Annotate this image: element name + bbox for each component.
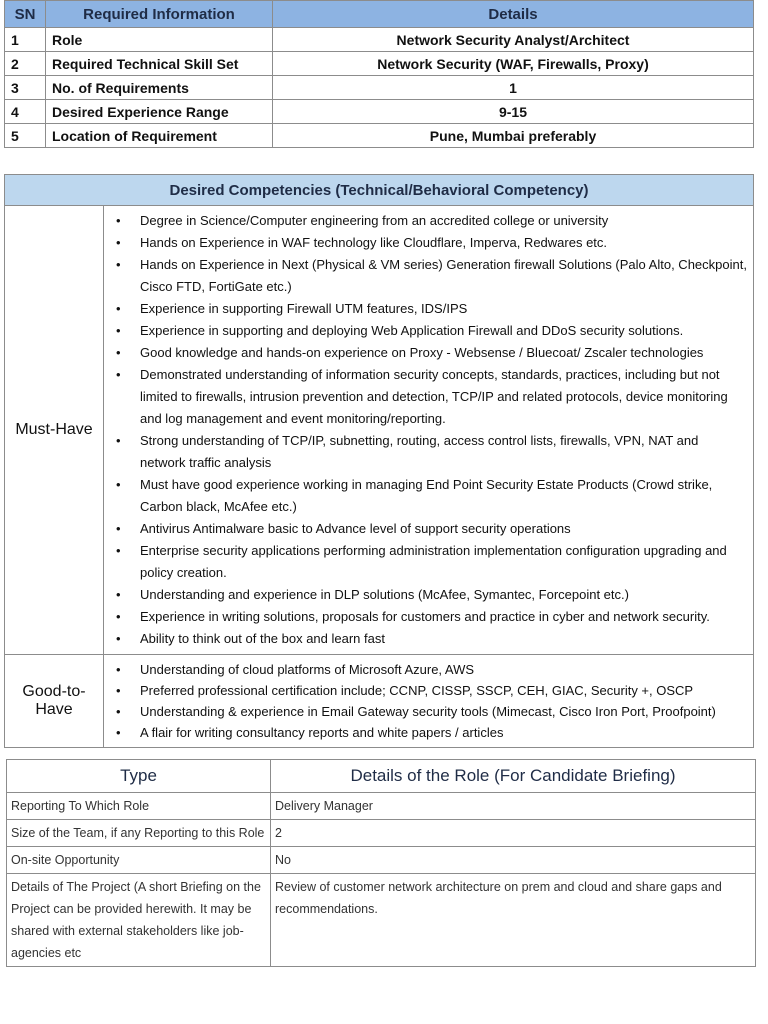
info-cell: Desired Experience Range [46, 100, 273, 124]
details-cell: 2 [271, 820, 756, 847]
list-item: • Must have good experience working in managing End Point Security Estate Products (Crowd strike, Carbon black, McAfee etc.) [140, 474, 747, 518]
list-item: • Understanding & experience in Email Gateway security tools (Mimecast, Cisco Iron Port, Proofpoint) [140, 701, 747, 722]
info-cell: Required Technical Skill Set [46, 52, 273, 76]
type-cell: Size of the Team, if any Reporting to this Role [7, 820, 271, 847]
type-cell: Reporting To Which Role [7, 793, 271, 820]
table-row [5, 76, 754, 100]
header-sn: SN [5, 1, 46, 28]
list-item: • Demonstrated understanding of information security concepts, standards, practices, including but not limited to firewalls, intrusion prevention and detection, TCP/IP and related protocols, device monitoring and log management and event monitoring/reporting. [140, 364, 747, 430]
details-cell: 1 [273, 76, 754, 100]
info-cell: Location of Requirement [46, 124, 273, 148]
table-header-row [7, 760, 756, 793]
sn-cell: 3 [5, 76, 46, 100]
good-to-have-list-cell [104, 655, 754, 748]
details-cell: Review of customer network architecture on prem and cloud and share gaps and recommendations. [271, 874, 756, 967]
sn-cell: 1 [5, 28, 46, 52]
list-item: • Hands on Experience in Next (Physical & VM series) Generation firewall Solutions (Palo Alto, Checkpoint, Cisco FTD, FortiGate etc.) [140, 254, 747, 298]
header-required-information: Required Information [46, 1, 273, 28]
table-row [5, 52, 754, 76]
sn-cell: 4 [5, 100, 46, 124]
details-cell: Network Security Analyst/Architect [273, 28, 754, 52]
list-item: • Hands on Experience in WAF technology like Cloudflare, Imperva, Redwares etc. [140, 232, 747, 254]
list-item: • Experience in supporting and deploying Web Application Firewall and DDoS security solutions. [140, 320, 747, 342]
header-details: Details [273, 1, 754, 28]
header-role-details: Details of the Role (For Candidate Briefing) [271, 760, 756, 793]
competencies-table [4, 174, 754, 748]
list-item: • Experience in supporting Firewall UTM features, IDS/IPS [140, 298, 747, 320]
table-row [7, 847, 756, 874]
role-briefing-table [6, 759, 756, 967]
good-to-have-label: Good-to-Have [5, 655, 104, 748]
details-cell: 9-15 [273, 100, 754, 124]
details-cell: Pune, Mumbai preferably [273, 124, 754, 148]
table-row [7, 820, 756, 847]
type-cell: On-site Opportunity [7, 847, 271, 874]
details-cell: Delivery Manager [271, 793, 756, 820]
table-row [5, 100, 754, 124]
details-cell: No [271, 847, 756, 874]
info-cell: No. of Requirements [46, 76, 273, 100]
table-row [7, 793, 756, 820]
sn-cell: 5 [5, 124, 46, 148]
header-type: Type [7, 760, 271, 793]
good-to-have-list [108, 659, 747, 743]
list-item: • Strong understanding of TCP/IP, subnetting, routing, access control lists, firewalls, VPN, NAT and network traffic analysis [140, 430, 747, 474]
must-have-list [108, 210, 747, 650]
good-to-have-row [5, 655, 754, 748]
competencies-header: Desired Competencies (Technical/Behavioral Competency) [5, 175, 754, 206]
list-item: • Understanding of cloud platforms of Microsoft Azure, AWS [140, 659, 747, 680]
list-item: • Good knowledge and hands-on experience on Proxy - Websense / Bluecoat/ Zscaler technologies [140, 342, 747, 364]
table-row [5, 28, 754, 52]
table-header-row [5, 175, 754, 206]
requirement-info-table [4, 0, 754, 148]
must-have-label: Must-Have [5, 206, 104, 655]
type-cell: Details of The Project (A short Briefing on the Project can be provided herewith. It may be shared with external stakeholders like job-agencies etc [7, 874, 271, 967]
table-header-row [5, 1, 754, 28]
list-item: • Antivirus Antimalware basic to Advance level of support security operations [140, 518, 747, 540]
must-have-list-cell [104, 206, 754, 655]
list-item: • Enterprise security applications performing administration implementation configuration upgrading and policy creation. [140, 540, 747, 584]
list-item: • Experience in writing solutions, proposals for customers and practice in cyber and network security. [140, 606, 747, 628]
sn-cell: 2 [5, 52, 46, 76]
list-item: • Degree in Science/Computer engineering from an accredited college or university [140, 210, 747, 232]
must-have-row [5, 206, 754, 655]
list-item: • Ability to think out of the box and learn fast [140, 628, 747, 650]
list-item: • Preferred professional certification include; CCNP, CISSP, SSCP, CEH, GIAC, Security +, OSCP [140, 680, 747, 701]
table-row [7, 874, 756, 967]
list-item: • A flair for writing consultancy reports and white papers / articles [140, 722, 747, 743]
list-item: • Understanding and experience in DLP solutions (McAfee, Symantec, Forcepoint etc.) [140, 584, 747, 606]
info-cell: Role [46, 28, 273, 52]
details-cell: Network Security (WAF, Firewalls, Proxy) [273, 52, 754, 76]
table-row [5, 124, 754, 148]
